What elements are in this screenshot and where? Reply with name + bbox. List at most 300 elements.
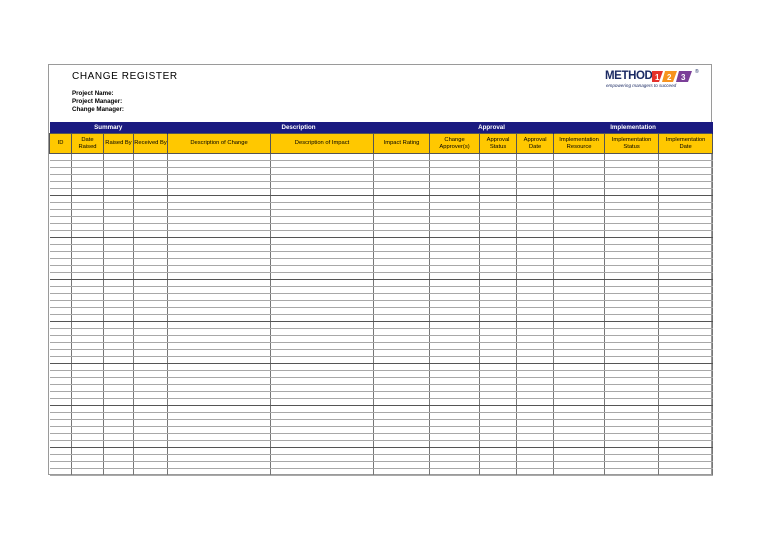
table-cell[interactable] (659, 315, 713, 322)
table-cell[interactable] (659, 224, 713, 231)
table-cell[interactable] (517, 385, 554, 392)
table-cell[interactable] (374, 245, 430, 252)
table-cell[interactable] (554, 175, 605, 182)
table-cell[interactable] (374, 462, 430, 469)
table-cell[interactable] (134, 357, 168, 364)
table-cell[interactable] (430, 266, 480, 273)
table-cell[interactable] (659, 189, 713, 196)
table-cell[interactable] (50, 161, 72, 168)
table-cell[interactable] (430, 308, 480, 315)
table-cell[interactable] (271, 357, 374, 364)
table-cell[interactable] (50, 273, 72, 280)
table-cell[interactable] (517, 217, 554, 224)
table-cell[interactable] (554, 448, 605, 455)
table-cell[interactable] (554, 364, 605, 371)
table-cell[interactable] (605, 238, 659, 245)
table-cell[interactable] (374, 378, 430, 385)
table-cell[interactable] (517, 196, 554, 203)
table-cell[interactable] (374, 420, 430, 427)
table-cell[interactable] (430, 273, 480, 280)
table-cell[interactable] (271, 224, 374, 231)
table-cell[interactable] (134, 315, 168, 322)
table-cell[interactable] (659, 441, 713, 448)
table-cell[interactable] (134, 469, 168, 476)
table-cell[interactable] (517, 301, 554, 308)
table-cell[interactable] (480, 371, 517, 378)
table-cell[interactable] (480, 259, 517, 266)
table-cell[interactable] (271, 217, 374, 224)
table-cell[interactable] (50, 336, 72, 343)
table-cell[interactable] (72, 224, 104, 231)
table-cell[interactable] (605, 301, 659, 308)
table-cell[interactable] (168, 413, 271, 420)
table-cell[interactable] (374, 329, 430, 336)
table-cell[interactable] (554, 420, 605, 427)
table-cell[interactable] (50, 357, 72, 364)
table-cell[interactable] (554, 217, 605, 224)
table-cell[interactable] (72, 427, 104, 434)
table-cell[interactable] (168, 266, 271, 273)
table-cell[interactable] (104, 245, 134, 252)
table-cell[interactable] (554, 287, 605, 294)
table-cell[interactable] (168, 434, 271, 441)
table-cell[interactable] (554, 357, 605, 364)
table-cell[interactable] (72, 238, 104, 245)
table-cell[interactable] (50, 259, 72, 266)
table-cell[interactable] (430, 168, 480, 175)
table-cell[interactable] (50, 287, 72, 294)
table-cell[interactable] (271, 399, 374, 406)
table-cell[interactable] (480, 427, 517, 434)
table-cell[interactable] (104, 224, 134, 231)
table-cell[interactable] (480, 301, 517, 308)
table-cell[interactable] (659, 168, 713, 175)
table-cell[interactable] (659, 413, 713, 420)
table-cell[interactable] (374, 217, 430, 224)
table-cell[interactable] (480, 161, 517, 168)
table-cell[interactable] (480, 469, 517, 476)
table-cell[interactable] (374, 322, 430, 329)
table-cell[interactable] (134, 210, 168, 217)
table-cell[interactable] (605, 203, 659, 210)
table-cell[interactable] (271, 448, 374, 455)
table-cell[interactable] (374, 371, 430, 378)
table-cell[interactable] (554, 385, 605, 392)
table-cell[interactable] (168, 224, 271, 231)
table-cell[interactable] (554, 343, 605, 350)
table-cell[interactable] (50, 434, 72, 441)
table-cell[interactable] (72, 315, 104, 322)
table-cell[interactable] (134, 203, 168, 210)
table-cell[interactable] (104, 301, 134, 308)
table-cell[interactable] (104, 154, 134, 161)
table-cell[interactable] (517, 441, 554, 448)
table-cell[interactable] (50, 399, 72, 406)
table-cell[interactable] (104, 469, 134, 476)
table-cell[interactable] (50, 189, 72, 196)
table-cell[interactable] (50, 469, 72, 476)
table-cell[interactable] (104, 350, 134, 357)
table-cell[interactable] (605, 252, 659, 259)
table-cell[interactable] (134, 406, 168, 413)
table-cell[interactable] (430, 231, 480, 238)
table-cell[interactable] (134, 245, 168, 252)
table-cell[interactable] (50, 378, 72, 385)
table-cell[interactable] (659, 203, 713, 210)
table-cell[interactable] (480, 273, 517, 280)
table-cell[interactable] (554, 434, 605, 441)
table-cell[interactable] (104, 336, 134, 343)
table-cell[interactable] (517, 357, 554, 364)
table-cell[interactable] (104, 308, 134, 315)
table-cell[interactable] (374, 161, 430, 168)
table-cell[interactable] (271, 462, 374, 469)
table-cell[interactable] (134, 154, 168, 161)
table-cell[interactable] (605, 217, 659, 224)
table-cell[interactable] (605, 392, 659, 399)
table-cell[interactable] (374, 350, 430, 357)
table-cell[interactable] (168, 182, 271, 189)
table-cell[interactable] (271, 154, 374, 161)
table-cell[interactable] (480, 462, 517, 469)
table-cell[interactable] (168, 364, 271, 371)
table-cell[interactable] (168, 420, 271, 427)
table-cell[interactable] (517, 434, 554, 441)
table-cell[interactable] (271, 378, 374, 385)
table-cell[interactable] (480, 238, 517, 245)
table-cell[interactable] (374, 154, 430, 161)
table-cell[interactable] (430, 336, 480, 343)
table-cell[interactable] (605, 448, 659, 455)
table-cell[interactable] (480, 217, 517, 224)
table-cell[interactable] (430, 182, 480, 189)
table-cell[interactable] (605, 182, 659, 189)
table-cell[interactable] (605, 196, 659, 203)
table-cell[interactable] (134, 413, 168, 420)
table-cell[interactable] (168, 154, 271, 161)
table-cell[interactable] (134, 231, 168, 238)
table-cell[interactable] (134, 455, 168, 462)
table-cell[interactable] (134, 385, 168, 392)
table-cell[interactable] (517, 280, 554, 287)
table-cell[interactable] (104, 434, 134, 441)
table-cell[interactable] (517, 154, 554, 161)
table-cell[interactable] (50, 154, 72, 161)
table-cell[interactable] (271, 336, 374, 343)
table-cell[interactable] (374, 287, 430, 294)
table-cell[interactable] (374, 196, 430, 203)
table-cell[interactable] (430, 203, 480, 210)
table-cell[interactable] (554, 161, 605, 168)
table-cell[interactable] (480, 413, 517, 420)
table-cell[interactable] (554, 182, 605, 189)
table-cell[interactable] (72, 399, 104, 406)
table-cell[interactable] (605, 371, 659, 378)
table-cell[interactable] (430, 322, 480, 329)
table-cell[interactable] (168, 259, 271, 266)
table-cell[interactable] (168, 217, 271, 224)
table-cell[interactable] (50, 175, 72, 182)
table-cell[interactable] (72, 364, 104, 371)
table-cell[interactable] (168, 455, 271, 462)
table-cell[interactable] (104, 210, 134, 217)
table-cell[interactable] (605, 287, 659, 294)
table-cell[interactable] (374, 448, 430, 455)
table-cell[interactable] (72, 182, 104, 189)
table-cell[interactable] (134, 420, 168, 427)
table-cell[interactable] (605, 343, 659, 350)
table-cell[interactable] (430, 280, 480, 287)
table-cell[interactable] (554, 245, 605, 252)
table-cell[interactable] (659, 252, 713, 259)
table-cell[interactable] (72, 469, 104, 476)
table-cell[interactable] (659, 196, 713, 203)
table-cell[interactable] (50, 455, 72, 462)
table-cell[interactable] (374, 455, 430, 462)
table-cell[interactable] (480, 406, 517, 413)
table-cell[interactable] (50, 168, 72, 175)
table-cell[interactable] (104, 392, 134, 399)
table-cell[interactable] (104, 406, 134, 413)
table-cell[interactable] (430, 238, 480, 245)
table-cell[interactable] (50, 371, 72, 378)
table-cell[interactable] (659, 217, 713, 224)
table-cell[interactable] (168, 441, 271, 448)
table-cell[interactable] (554, 266, 605, 273)
table-cell[interactable] (659, 392, 713, 399)
table-cell[interactable] (134, 329, 168, 336)
table-cell[interactable] (50, 420, 72, 427)
table-cell[interactable] (168, 343, 271, 350)
table-cell[interactable] (271, 315, 374, 322)
table-cell[interactable] (554, 378, 605, 385)
table-cell[interactable] (134, 462, 168, 469)
table-cell[interactable] (72, 301, 104, 308)
table-cell[interactable] (659, 182, 713, 189)
table-cell[interactable] (430, 455, 480, 462)
table-cell[interactable] (72, 350, 104, 357)
table-cell[interactable] (104, 217, 134, 224)
table-cell[interactable] (104, 427, 134, 434)
table-cell[interactable] (271, 301, 374, 308)
table-cell[interactable] (480, 252, 517, 259)
table-cell[interactable] (605, 294, 659, 301)
table-cell[interactable] (605, 427, 659, 434)
table-cell[interactable] (517, 175, 554, 182)
table-cell[interactable] (480, 441, 517, 448)
table-cell[interactable] (271, 189, 374, 196)
table-cell[interactable] (480, 350, 517, 357)
table-cell[interactable] (271, 203, 374, 210)
table-cell[interactable] (72, 462, 104, 469)
table-cell[interactable] (659, 385, 713, 392)
table-cell[interactable] (50, 224, 72, 231)
table-cell[interactable] (480, 329, 517, 336)
table-cell[interactable] (168, 469, 271, 476)
table-cell[interactable] (168, 210, 271, 217)
table-cell[interactable] (168, 280, 271, 287)
table-cell[interactable] (659, 238, 713, 245)
table-cell[interactable] (134, 287, 168, 294)
table-cell[interactable] (517, 315, 554, 322)
table-cell[interactable] (374, 301, 430, 308)
table-cell[interactable] (374, 399, 430, 406)
table-cell[interactable] (134, 294, 168, 301)
table-cell[interactable] (72, 455, 104, 462)
table-cell[interactable] (430, 469, 480, 476)
table-cell[interactable] (50, 343, 72, 350)
table-cell[interactable] (50, 427, 72, 434)
table-cell[interactable] (659, 357, 713, 364)
table-cell[interactable] (659, 462, 713, 469)
table-cell[interactable] (168, 231, 271, 238)
table-cell[interactable] (554, 371, 605, 378)
table-cell[interactable] (659, 371, 713, 378)
table-cell[interactable] (605, 441, 659, 448)
table-cell[interactable] (605, 413, 659, 420)
table-cell[interactable] (134, 441, 168, 448)
table-cell[interactable] (430, 378, 480, 385)
table-cell[interactable] (168, 294, 271, 301)
table-cell[interactable] (50, 210, 72, 217)
table-cell[interactable] (374, 266, 430, 273)
table-cell[interactable] (271, 441, 374, 448)
table-cell[interactable] (72, 280, 104, 287)
table-cell[interactable] (430, 294, 480, 301)
table-cell[interactable] (554, 308, 605, 315)
table-cell[interactable] (72, 371, 104, 378)
table-cell[interactable] (554, 294, 605, 301)
table-cell[interactable] (659, 294, 713, 301)
table-cell[interactable] (480, 196, 517, 203)
table-cell[interactable] (605, 259, 659, 266)
table-cell[interactable] (134, 266, 168, 273)
table-cell[interactable] (271, 266, 374, 273)
table-cell[interactable] (374, 273, 430, 280)
table-cell[interactable] (430, 301, 480, 308)
table-cell[interactable] (430, 343, 480, 350)
table-cell[interactable] (430, 448, 480, 455)
table-cell[interactable] (430, 196, 480, 203)
table-cell[interactable] (605, 308, 659, 315)
table-cell[interactable] (104, 161, 134, 168)
table-cell[interactable] (72, 378, 104, 385)
table-cell[interactable] (168, 350, 271, 357)
table-cell[interactable] (50, 448, 72, 455)
table-cell[interactable] (554, 455, 605, 462)
table-cell[interactable] (517, 238, 554, 245)
table-cell[interactable] (72, 266, 104, 273)
table-cell[interactable] (480, 168, 517, 175)
table-cell[interactable] (430, 329, 480, 336)
table-cell[interactable] (104, 357, 134, 364)
table-cell[interactable] (430, 287, 480, 294)
table-cell[interactable] (134, 364, 168, 371)
table-cell[interactable] (50, 252, 72, 259)
table-cell[interactable] (517, 406, 554, 413)
table-cell[interactable] (430, 385, 480, 392)
table-cell[interactable] (659, 322, 713, 329)
table-cell[interactable] (104, 287, 134, 294)
table-cell[interactable] (374, 469, 430, 476)
table-cell[interactable] (72, 175, 104, 182)
table-cell[interactable] (554, 392, 605, 399)
table-cell[interactable] (430, 441, 480, 448)
table-cell[interactable] (134, 336, 168, 343)
table-cell[interactable] (605, 266, 659, 273)
table-cell[interactable] (271, 371, 374, 378)
table-cell[interactable] (480, 455, 517, 462)
table-cell[interactable] (554, 203, 605, 210)
table-cell[interactable] (605, 336, 659, 343)
table-cell[interactable] (605, 315, 659, 322)
table-cell[interactable] (430, 371, 480, 378)
table-cell[interactable] (134, 308, 168, 315)
table-cell[interactable] (659, 273, 713, 280)
table-cell[interactable] (271, 413, 374, 420)
table-cell[interactable] (659, 448, 713, 455)
table-cell[interactable] (271, 175, 374, 182)
table-cell[interactable] (517, 413, 554, 420)
table-cell[interactable] (480, 308, 517, 315)
table-cell[interactable] (659, 406, 713, 413)
table-cell[interactable] (50, 350, 72, 357)
table-cell[interactable] (659, 336, 713, 343)
table-cell[interactable] (605, 469, 659, 476)
table-cell[interactable] (480, 266, 517, 273)
table-cell[interactable] (168, 189, 271, 196)
table-cell[interactable] (271, 350, 374, 357)
table-cell[interactable] (517, 252, 554, 259)
table-cell[interactable] (168, 357, 271, 364)
table-cell[interactable] (659, 154, 713, 161)
table-cell[interactable] (554, 196, 605, 203)
table-cell[interactable] (605, 168, 659, 175)
table-cell[interactable] (517, 182, 554, 189)
table-cell[interactable] (517, 378, 554, 385)
table-cell[interactable] (480, 336, 517, 343)
table-cell[interactable] (430, 217, 480, 224)
table-cell[interactable] (517, 266, 554, 273)
table-cell[interactable] (554, 441, 605, 448)
table-cell[interactable] (430, 350, 480, 357)
table-cell[interactable] (480, 434, 517, 441)
table-cell[interactable] (104, 315, 134, 322)
table-cell[interactable] (374, 406, 430, 413)
table-cell[interactable] (168, 378, 271, 385)
table-cell[interactable] (72, 196, 104, 203)
table-cell[interactable] (659, 245, 713, 252)
table-cell[interactable] (104, 462, 134, 469)
table-cell[interactable] (430, 357, 480, 364)
table-cell[interactable] (50, 329, 72, 336)
table-cell[interactable] (554, 350, 605, 357)
table-cell[interactable] (72, 231, 104, 238)
table-cell[interactable] (605, 420, 659, 427)
table-cell[interactable] (168, 238, 271, 245)
table-cell[interactable] (430, 406, 480, 413)
table-cell[interactable] (168, 161, 271, 168)
table-cell[interactable] (374, 168, 430, 175)
table-cell[interactable] (104, 266, 134, 273)
table-cell[interactable] (430, 224, 480, 231)
table-cell[interactable] (374, 357, 430, 364)
table-cell[interactable] (659, 266, 713, 273)
table-cell[interactable] (134, 196, 168, 203)
table-cell[interactable] (72, 336, 104, 343)
table-cell[interactable] (50, 322, 72, 329)
table-cell[interactable] (554, 413, 605, 420)
